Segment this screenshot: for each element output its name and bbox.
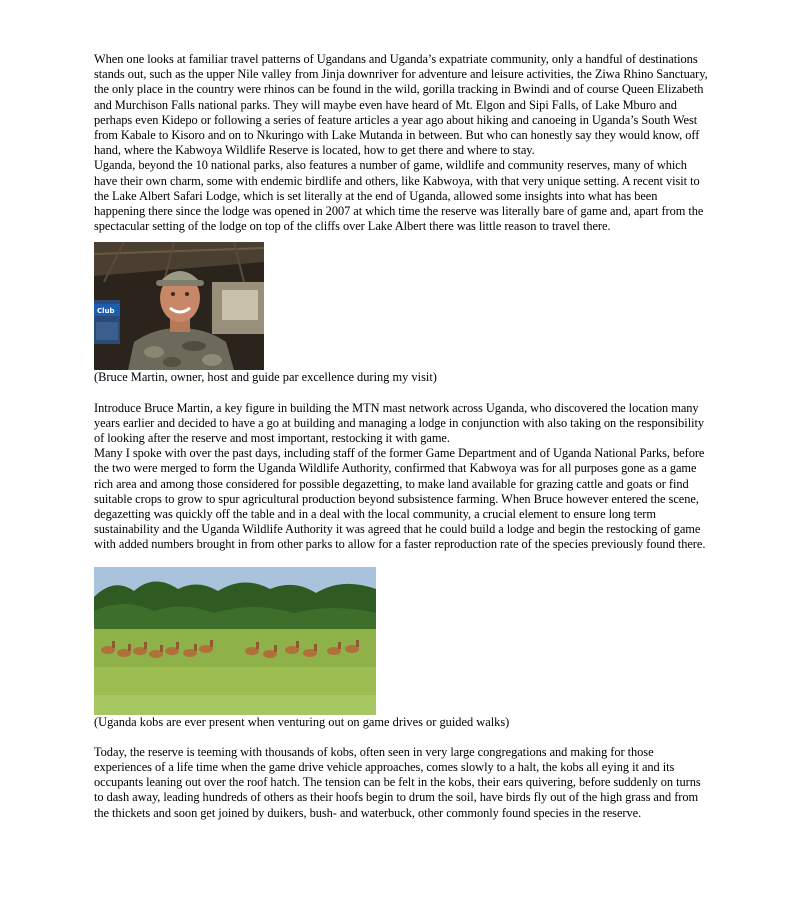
paragraph-bruce-martin: Introduce Bruce Martin, a key figure in building the MTN mast network across Uganda, who discovered the location many years earlier and decided to have a go at building and managing a lodge in conjunction with also taking on the responsibility of looking after the reserve and most important, restocking it with game. [94,400,705,446]
paragraph-reserve-today: Today, the reserve is teeming with thousands of kobs, often seen in very large congregations and making for those experiences of a life time when the game drive vehicle approaches, comes slowly to a halt, the kobs all eying it and its occupants leaning out over the roof hatch. The tension can be felt in the kobs, their ears quivering, before suddenly on turns to dash away, leading hundreds of others as their hoofs begin to drum the soil, have birds fly out of the high grass and from the thickets and soon get joined by duikers, bush- and waterbuck, other commonly found species in the reserve. [94,744,701,820]
paragraph-national-parks: Uganda, beyond the 10 national parks, also features a number of game, wildlife and community reserves, many of which have their own charm, some with endemic birdlife and others, like Kabwoya, with that very unique setting. A recent visit to the Lake Albert Safari Lodge, which is set literally at the end of Uganda, allowed some insights into what has been happening there since the lodge was opened in 2007 at which time the reserve was literally bare of game and, apart from the spectacular setting of the lodge on top of the cliffs over Lake Albert there was little reason to travel there. [94,158,704,234]
spacer [94,386,708,401]
paragraph-intro: When one looks at familiar travel patterns of Ugandans and Uganda’s expatriate community, only a handful of destinations stands out, such as the upper Nile valley from Jinja downriver for adventure and leisure activities, the Ziwa Rhino Sanctuary, the only place in the country were rhinos can be found in the wild, gorilla tracking in Bwindi and of course Queen Elizabeth and Murchison Falls national parks. They will maybe even have heard of Mt. Elgon and Sipi Falls, of Lake Mburo and perhaps even Kidepo or following a series of feature articles a year ago about hiking and canoeing in Uganda’s South West from Kabale to Kisoro and on to Nkuringo with Lake Mutanda in between. But who can honestly say they would know, off hand, where the Kabwoya Wildlife Reserve is located, how to get there and where to stay. [94,52,708,158]
portrait-illustration [94,242,264,370]
document-page [94,52,708,821]
club-sign-text: Club [97,307,115,316]
photo-uganda-kobs [94,567,376,715]
paragraph-restocking: Many I spoke with over the past days, including staff of the former Game Department and of Uganda National Parks, before the two were merged to form the Uganda Wildlife Authority, confirmed that Kabwoya was for all purposes gone as a game rich area and among those considered for possible degazetting, to make land available for grazing cattle and goats or find suitable crops to grow to spur agricultural production beyond subsistence farming. When Bruce however entered the scene, degazetting was quickly off the table and in a deal with the local community, a crucial element to ensure long term sustainability and the Uganda Wildlife Authority it was agreed that he could build a lodge and begin the restocking of game with added numbers brought in from other parks to allow for a faster reproduction rate of the species previously found there. [94,446,706,552]
spacer [94,730,708,745]
photo-bruce-martin [94,242,264,370]
kobs-illustration [94,567,376,715]
caption-bruce-martin: (Bruce Martin, owner, host and guide par excellence during my visit) [94,370,437,385]
caption-uganda-kobs: (Uganda kobs are ever present when venturing out on game drives or guided walks) [94,714,510,729]
